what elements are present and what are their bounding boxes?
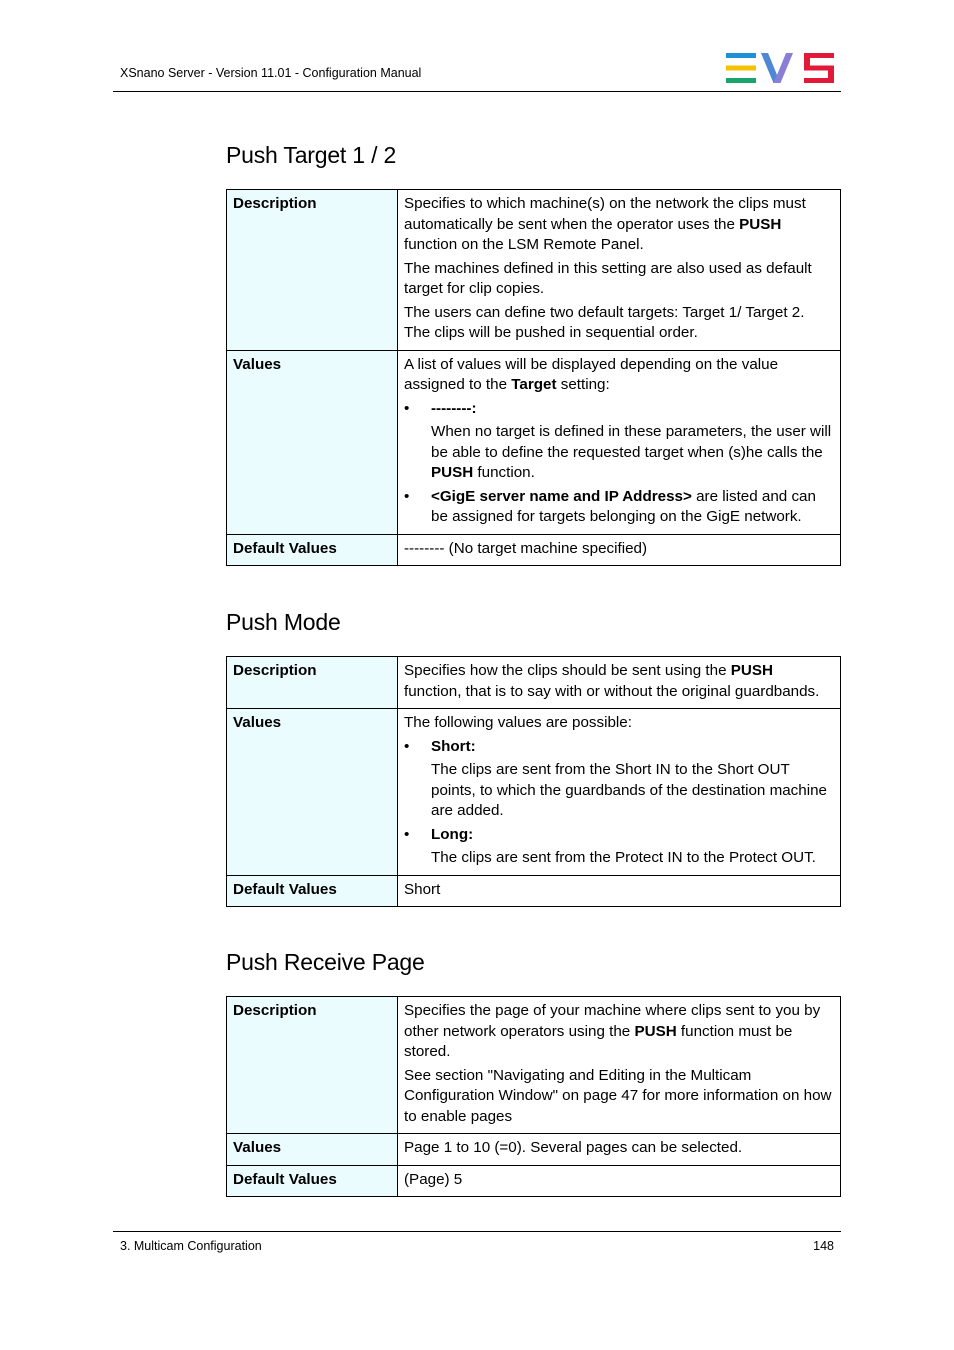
list-item: • Long: The clips are sent from the Protect IN to the Protect OUT. xyxy=(404,825,834,869)
page-number: 148 xyxy=(813,1239,834,1253)
table-row xyxy=(227,657,841,709)
push-receive-page-table xyxy=(226,996,841,1197)
description-paragraph: Specifies to which machine(s) on the network the clips must automatically be sent when the operator uses the PUSH function on the LSM Remote Panel. xyxy=(404,195,806,253)
description-paragraph: The users can define two default targets: Target 1/ Target 2. The clips will be pushed in sequential order. xyxy=(404,303,805,341)
evs-logo xyxy=(726,53,834,83)
description-paragraph: Specifies how the clips should be sent using the PUSH function, that is to say with or without the original guardbands. xyxy=(404,662,820,700)
description-paragraph: Specifies the page of your machine where clips sent to you by other network operators using the PUSH function must be stored. xyxy=(404,1002,821,1060)
row-label: Default Values xyxy=(227,534,398,566)
row-label: Values xyxy=(227,1134,398,1166)
section-title-push-mode: Push Mode xyxy=(226,609,341,635)
row-value: Short xyxy=(398,875,841,907)
row-label: Description xyxy=(227,997,398,1134)
push-target-table xyxy=(226,189,841,566)
footer-section-name: 3. Multicam Configuration xyxy=(120,1239,262,1253)
row-label: Description xyxy=(227,190,398,351)
row-value: (Page) 5 xyxy=(398,1165,841,1197)
row-value: -------- (No target machine specified) xyxy=(398,534,841,566)
table-row xyxy=(227,1134,841,1166)
table-row xyxy=(227,997,841,1134)
row-label: Default Values xyxy=(227,1165,398,1197)
row-label: Default Values xyxy=(227,875,398,907)
table-row xyxy=(227,350,841,534)
description-paragraph: See section "Navigating and Editing in the Multicam Configuration Window" on page 47 for more information on how to enable pages xyxy=(404,1066,832,1125)
table-row xyxy=(227,534,841,566)
row-content xyxy=(398,190,841,351)
table-row xyxy=(227,709,841,876)
push-mode-table xyxy=(226,656,841,907)
description-paragraph: The machines defined in this setting are also used as default target for clip copies. xyxy=(404,259,812,297)
list-item: • Short: The clips are sent from the Short IN to the Short OUT points, to which the guardbands of the destination machine are added. xyxy=(404,737,834,822)
row-value: Page 1 to 10 (=0). Several pages can be selected. xyxy=(398,1134,841,1166)
row-label: Description xyxy=(227,657,398,709)
row-label: Values xyxy=(227,350,398,534)
table-row xyxy=(227,1165,841,1197)
table-row xyxy=(227,190,841,351)
table-row xyxy=(227,875,841,907)
page-footer xyxy=(113,1231,841,1253)
row-content xyxy=(398,997,841,1134)
row-label: Values xyxy=(227,709,398,876)
values-intro: The following values are possible: xyxy=(404,714,632,731)
values-intro: A list of values will be displayed depending on the value assigned to the Target setting: xyxy=(404,355,779,393)
row-content xyxy=(398,350,841,534)
row-content xyxy=(398,709,841,876)
section-title-push-target: Push Target 1 / 2 xyxy=(226,142,397,168)
list-item: • --------: When no target is defined in these parameters, the user will be able to define the requested target when (s)he calls the PUSH function. xyxy=(404,399,834,484)
list-item: • <GigE server name and IP Address> are listed and can be assigned for targets belonging on the GigE network. xyxy=(404,487,834,528)
section-title-push-receive-page: Push Receive Page xyxy=(226,949,425,975)
row-content xyxy=(398,657,841,709)
document-title: XSnano Server - Version 11.01 - Configuration Manual xyxy=(120,66,422,80)
page-header xyxy=(113,0,841,92)
